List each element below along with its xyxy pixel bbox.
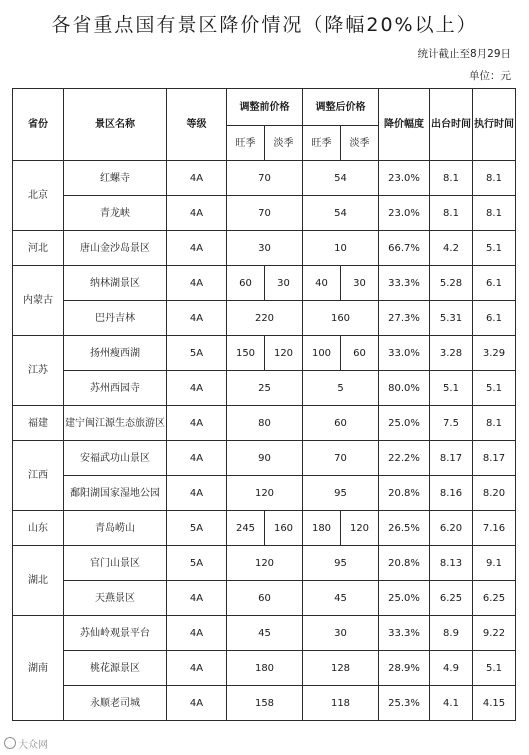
effective-date-cell: 8.20	[473, 476, 516, 511]
level-cell: 5A	[167, 336, 227, 371]
province-cell: 河北	[13, 231, 64, 266]
before-price-cell: 90	[227, 441, 303, 476]
scenic-name-cell: 纳林湖景区	[64, 266, 167, 301]
before-price-cell: 120	[227, 476, 303, 511]
before-off-price-cell: 30	[265, 266, 303, 301]
scenic-name-cell: 唐山金沙岛景区	[64, 231, 167, 266]
level-cell: 5A	[167, 546, 227, 581]
scenic-name-cell: 安福武功山景区	[64, 441, 167, 476]
scenic-name-cell: 天燕景区	[64, 581, 167, 616]
drop-cell: 25.0%	[379, 581, 430, 616]
drop-cell: 23.0%	[379, 161, 430, 196]
effective-date-cell: 8.1	[473, 196, 516, 231]
table-row	[13, 651, 516, 686]
drop-cell: 33.3%	[379, 616, 430, 651]
header-after-price: 调整后价格	[303, 89, 379, 126]
drop-cell: 23.0%	[379, 196, 430, 231]
before-peak-price-cell: 60	[227, 266, 265, 301]
issued-date-cell: 4.2	[430, 231, 473, 266]
drop-cell: 66.7%	[379, 231, 430, 266]
level-cell: 4A	[167, 686, 227, 721]
scenic-name-cell: 红螺寺	[64, 161, 167, 196]
before-price-cell: 60	[227, 581, 303, 616]
header-province: 省份	[13, 89, 64, 161]
level-cell: 4A	[167, 196, 227, 231]
province-cell: 湖南	[13, 616, 64, 721]
level-cell: 4A	[167, 301, 227, 336]
province-cell: 江西	[13, 441, 64, 511]
after-price-cell: 54	[303, 161, 379, 196]
header-level: 等级	[167, 89, 227, 161]
issued-date-cell: 3.28	[430, 336, 473, 371]
table-row	[13, 511, 516, 546]
before-price-cell: 70	[227, 196, 303, 231]
level-cell: 4A	[167, 441, 227, 476]
table-row	[13, 161, 516, 196]
level-cell: 4A	[167, 616, 227, 651]
table-row	[13, 231, 516, 266]
scenic-name-cell: 青岛崂山	[64, 511, 167, 546]
level-cell: 4A	[167, 231, 227, 266]
issued-date-cell: 4.1	[430, 686, 473, 721]
header-issued: 出台时间	[430, 89, 473, 161]
table-row	[13, 196, 516, 231]
after-price-cell: 30	[303, 616, 379, 651]
scenic-name-cell: 巴丹吉林	[64, 301, 167, 336]
drop-cell: 80.0%	[379, 371, 430, 406]
page-title: 各省重点国有景区降价情况（降幅20%以上）	[51, 14, 478, 36]
drop-cell: 26.5%	[379, 511, 430, 546]
effective-date-cell: 8.17	[473, 441, 516, 476]
issued-date-cell: 8.13	[430, 546, 473, 581]
after-price-cell: 95	[303, 476, 379, 511]
table-row	[13, 336, 516, 371]
table-row	[13, 616, 516, 651]
drop-cell: 28.9%	[379, 651, 430, 686]
before-price-cell: 45	[227, 616, 303, 651]
after-price-cell: 70	[303, 441, 379, 476]
table-row	[13, 441, 516, 476]
table-row	[13, 406, 516, 441]
scenic-name-cell: 鄱阳湖国家湿地公园	[64, 476, 167, 511]
header-before-off: 淡季	[265, 126, 303, 161]
scenic-name-cell: 永顺老司城	[64, 686, 167, 721]
table-row	[13, 686, 516, 721]
table-row	[13, 546, 516, 581]
effective-date-cell: 9.1	[473, 546, 516, 581]
effective-date-cell: 5.1	[473, 651, 516, 686]
effective-date-cell: 5.1	[473, 371, 516, 406]
issued-date-cell: 7.5	[430, 406, 473, 441]
after-price-cell: 128	[303, 651, 379, 686]
level-cell: 4A	[167, 266, 227, 301]
scenic-name-cell: 建宁闽江源生态旅游区	[64, 406, 167, 441]
before-price-cell: 80	[227, 406, 303, 441]
after-peak-price-cell: 40	[303, 266, 341, 301]
after-off-price-cell: 120	[341, 511, 379, 546]
after-price-cell: 95	[303, 546, 379, 581]
drop-cell: 25.0%	[379, 406, 430, 441]
effective-date-cell: 8.1	[473, 406, 516, 441]
level-cell: 5A	[167, 511, 227, 546]
effective-date-cell: 5.1	[473, 231, 516, 266]
table-body	[13, 161, 516, 721]
after-off-price-cell: 60	[341, 336, 379, 371]
effective-date-cell: 7.16	[473, 511, 516, 546]
level-cell: 4A	[167, 651, 227, 686]
drop-cell: 20.8%	[379, 546, 430, 581]
issued-date-cell: 8.1	[430, 161, 473, 196]
before-off-price-cell: 160	[265, 511, 303, 546]
watermark-text: 大众网	[18, 740, 48, 751]
issued-date-cell: 5.28	[430, 266, 473, 301]
header-before-peak: 旺季	[227, 126, 265, 161]
before-price-cell: 158	[227, 686, 303, 721]
effective-date-cell: 4.15	[473, 686, 516, 721]
province-cell: 山东	[13, 511, 64, 546]
issued-date-cell: 5.1	[430, 371, 473, 406]
issued-date-cell: 8.9	[430, 616, 473, 651]
before-peak-price-cell: 245	[227, 511, 265, 546]
after-price-cell: 5	[303, 371, 379, 406]
scenic-name-cell: 扬州瘦西湖	[64, 336, 167, 371]
before-price-cell: 25	[227, 371, 303, 406]
before-price-cell: 70	[227, 161, 303, 196]
table-row	[13, 266, 516, 301]
before-price-cell: 220	[227, 301, 303, 336]
level-cell: 4A	[167, 581, 227, 616]
header-drop: 降价幅度	[379, 89, 430, 161]
level-cell: 4A	[167, 476, 227, 511]
province-cell: 北京	[13, 161, 64, 231]
drop-cell: 33.0%	[379, 336, 430, 371]
before-price-cell: 120	[227, 546, 303, 581]
after-off-price-cell: 30	[341, 266, 379, 301]
issued-date-cell: 8.1	[430, 196, 473, 231]
province-cell: 江苏	[13, 336, 64, 406]
before-off-price-cell: 120	[265, 336, 303, 371]
watermark	[4, 736, 48, 751]
drop-cell: 20.8%	[379, 476, 430, 511]
drop-cell: 27.3%	[379, 301, 430, 336]
header-after-off: 淡季	[341, 126, 379, 161]
drop-cell: 22.2%	[379, 441, 430, 476]
header-after-peak: 旺季	[303, 126, 341, 161]
table-row	[13, 301, 516, 336]
scenic-name-cell: 苏仙岭观景平台	[64, 616, 167, 651]
province-cell: 福建	[13, 406, 64, 441]
scenic-name-cell: 青龙峡	[64, 196, 167, 231]
after-peak-price-cell: 100	[303, 336, 341, 371]
unit-note: 单位：元	[469, 70, 511, 82]
effective-date-cell: 3.29	[473, 336, 516, 371]
province-cell: 内蒙古	[13, 266, 64, 336]
after-price-cell: 160	[303, 301, 379, 336]
after-price-cell: 54	[303, 196, 379, 231]
before-price-cell: 180	[227, 651, 303, 686]
effective-date-cell: 6.1	[473, 301, 516, 336]
issued-date-cell: 6.20	[430, 511, 473, 546]
issued-date-cell: 4.9	[430, 651, 473, 686]
effective-date-cell: 6.1	[473, 266, 516, 301]
table-row	[13, 476, 516, 511]
scenic-name-cell: 苏州西园寺	[64, 371, 167, 406]
issued-date-cell: 5.31	[430, 301, 473, 336]
after-price-cell: 60	[303, 406, 379, 441]
level-cell: 4A	[167, 406, 227, 441]
before-price-cell: 30	[227, 231, 303, 266]
watermark-logo-icon	[4, 737, 16, 749]
scenic-name-cell: 官门山景区	[64, 546, 167, 581]
level-cell: 4A	[167, 161, 227, 196]
after-peak-price-cell: 180	[303, 511, 341, 546]
drop-cell: 33.3%	[379, 266, 430, 301]
header-name: 景区名称	[64, 89, 167, 161]
scenic-name-cell: 桃花源景区	[64, 651, 167, 686]
before-peak-price-cell: 150	[227, 336, 265, 371]
header-before-price: 调整前价格	[227, 89, 303, 126]
effective-date-cell: 8.1	[473, 161, 516, 196]
province-cell: 湖北	[13, 546, 64, 616]
drop-cell: 25.3%	[379, 686, 430, 721]
effective-date-cell: 6.25	[473, 581, 516, 616]
table-row	[13, 581, 516, 616]
effective-date-cell: 9.22	[473, 616, 516, 651]
after-price-cell: 45	[303, 581, 379, 616]
header-effective: 执行时间	[473, 89, 516, 161]
after-price-cell: 10	[303, 231, 379, 266]
table-row	[13, 371, 516, 406]
issued-date-cell: 8.17	[430, 441, 473, 476]
price-table	[12, 88, 516, 721]
after-price-cell: 118	[303, 686, 379, 721]
statistics-date-note: 统计截止至8月29日	[417, 48, 511, 60]
issued-date-cell: 8.16	[430, 476, 473, 511]
level-cell: 4A	[167, 371, 227, 406]
issued-date-cell: 6.25	[430, 581, 473, 616]
